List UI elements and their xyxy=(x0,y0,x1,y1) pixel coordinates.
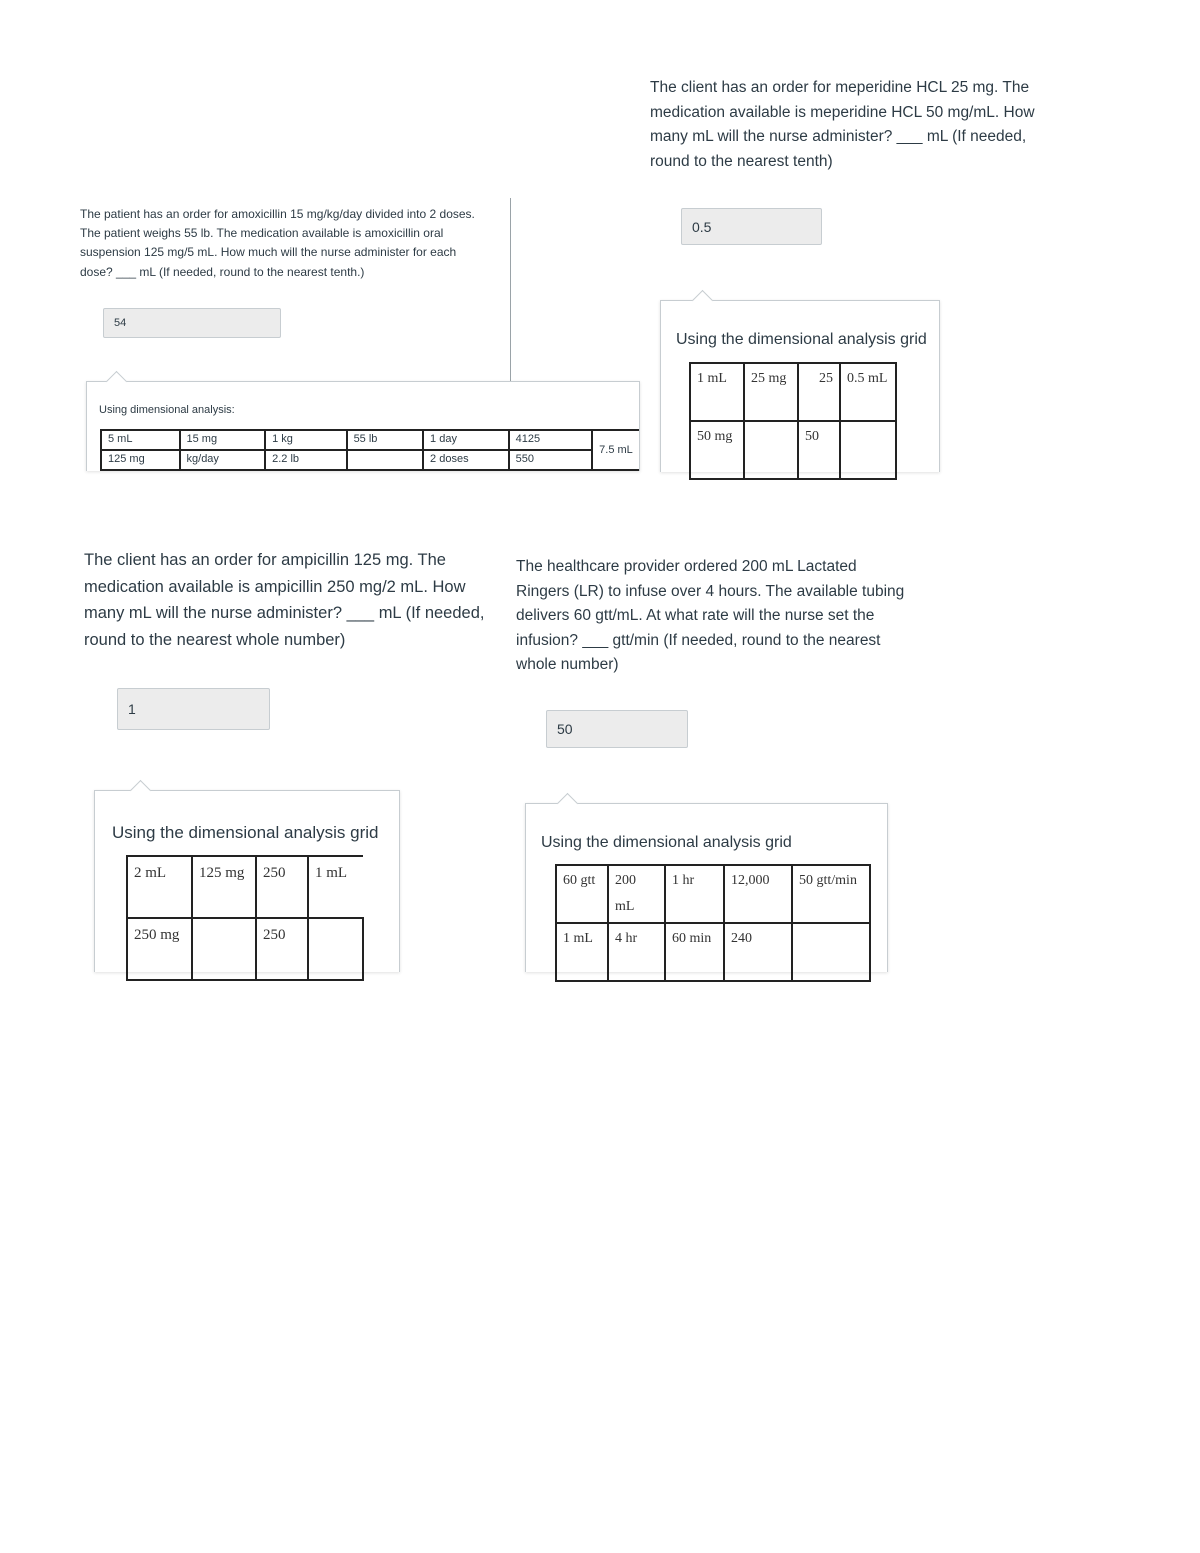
grid-cell: 1 mL xyxy=(690,363,744,421)
grid-cell: 50 gtt/min xyxy=(792,865,870,923)
grid-cell: 5 mL xyxy=(101,430,180,450)
grid-title: Using the dimensional analysis grid xyxy=(541,834,792,851)
grid-title: Using dimensional analysis: xyxy=(99,404,235,416)
grid-cell xyxy=(308,918,363,980)
grid-cell: 200 mL xyxy=(608,865,665,923)
grid-title: Using the dimensional analysis grid xyxy=(112,823,379,842)
grid-cell: 1 mL xyxy=(308,856,363,918)
grid-popover-lactated-ringers xyxy=(525,803,888,972)
grid-title: Using the dimensional analysis grid xyxy=(676,331,927,348)
question-amoxicillin: The patient has an order for amoxicillin 15 mg/kg/day divided into 2 doses. The patient weighs 55 lb. The medication available is amoxicillin oral suspension 125 mg/5 mL. How much will the nurse administer for each dose? ___ mL (If needed, round to the nearest tenth.) xyxy=(80,207,475,279)
dimensional-analysis-grid xyxy=(126,855,364,981)
dimensional-analysis-grid xyxy=(689,362,897,480)
grid-cell xyxy=(347,450,423,470)
grid-cell xyxy=(744,421,798,479)
grid-cell: 0.5 mL xyxy=(840,363,896,421)
grid-cell xyxy=(792,923,870,981)
grid-popover-amoxicillin xyxy=(86,381,640,471)
grid-cell: 50 mg xyxy=(690,421,744,479)
grid-cell: 240 xyxy=(724,923,792,981)
grid-cell: 250 mg xyxy=(127,918,192,980)
answer-input-amoxicillin[interactable] xyxy=(103,308,281,338)
grid-cell: 4125 xyxy=(509,430,593,450)
grid-cell: 1 kg xyxy=(265,430,346,450)
grid-cell: 55 lb xyxy=(347,430,423,450)
dimensional-analysis-grid xyxy=(100,429,639,471)
question-ampicillin: The client has an order for ampicillin 125 mg. The medication available is ampicillin 250 mg/2 mL. How many mL will the nurse administer? ___ mL (If needed, round to the nearest whole number) xyxy=(84,551,485,649)
grid-cell: 250 xyxy=(256,856,308,918)
dimensional-analysis-grid xyxy=(555,864,871,982)
grid-cell: 125 mg xyxy=(192,856,256,918)
answer-value: 50 xyxy=(557,721,573,737)
grid-cell: 125 mg xyxy=(101,450,180,470)
grid-cell: 60 gtt xyxy=(556,865,608,923)
grid-cell: 50 xyxy=(798,421,840,479)
grid-cell: 250 xyxy=(256,918,308,980)
answer-input-meperidine[interactable] xyxy=(681,208,822,245)
popover-caret xyxy=(692,290,713,311)
grid-cell: 1 mL xyxy=(556,923,608,981)
divider-line xyxy=(510,198,511,382)
grid-cell xyxy=(192,918,256,980)
answer-value: 0.5 xyxy=(692,218,712,235)
grid-cell: 60 min xyxy=(665,923,724,981)
popover-caret xyxy=(106,371,127,392)
popover-caret xyxy=(557,793,578,814)
grid-cell: 4 hr xyxy=(608,923,665,981)
grid-popover-meperidine xyxy=(660,300,940,472)
grid-cell: 1 day xyxy=(423,430,509,450)
grid-cell: 2 mL xyxy=(127,856,192,918)
grid-cell: kg/day xyxy=(180,450,266,470)
grid-cell xyxy=(840,421,896,479)
popover-caret xyxy=(130,780,151,801)
answer-value: 54 xyxy=(114,317,127,329)
grid-result: 7.5 mL xyxy=(592,430,639,470)
grid-cell: 550 xyxy=(509,450,593,470)
answer-input-lactated-ringers[interactable] xyxy=(546,710,688,748)
answer-value: 1 xyxy=(128,701,136,717)
grid-cell: 2.2 lb xyxy=(265,450,346,470)
answer-input-ampicillin[interactable] xyxy=(117,688,270,730)
grid-popover-ampicillin xyxy=(94,790,400,972)
grid-cell: 25 xyxy=(798,363,840,421)
grid-cell: 2 doses xyxy=(423,450,509,470)
grid-cell: 25 mg xyxy=(744,363,798,421)
grid-cell: 15 mg xyxy=(180,430,266,450)
grid-cell: 12,000 xyxy=(724,865,792,923)
grid-cell: 1 hr xyxy=(665,865,724,923)
question-meperidine: The client has an order for meperidine HCL 25 mg. The medication available is meperidine HCL 50 mg/mL. How many mL will the nurse administer? ___ mL (If needed, round to the nearest tenth) xyxy=(650,79,1035,170)
question-lactated-ringers: The healthcare provider ordered 200 mL Lactated Ringers (LR) to infuse over 4 hours. The available tubing delivers 60 gtt/mL. At what rate will the nurse set the infusion? ___ gtt/min (If needed, round to the nearest whole number) xyxy=(516,558,905,673)
